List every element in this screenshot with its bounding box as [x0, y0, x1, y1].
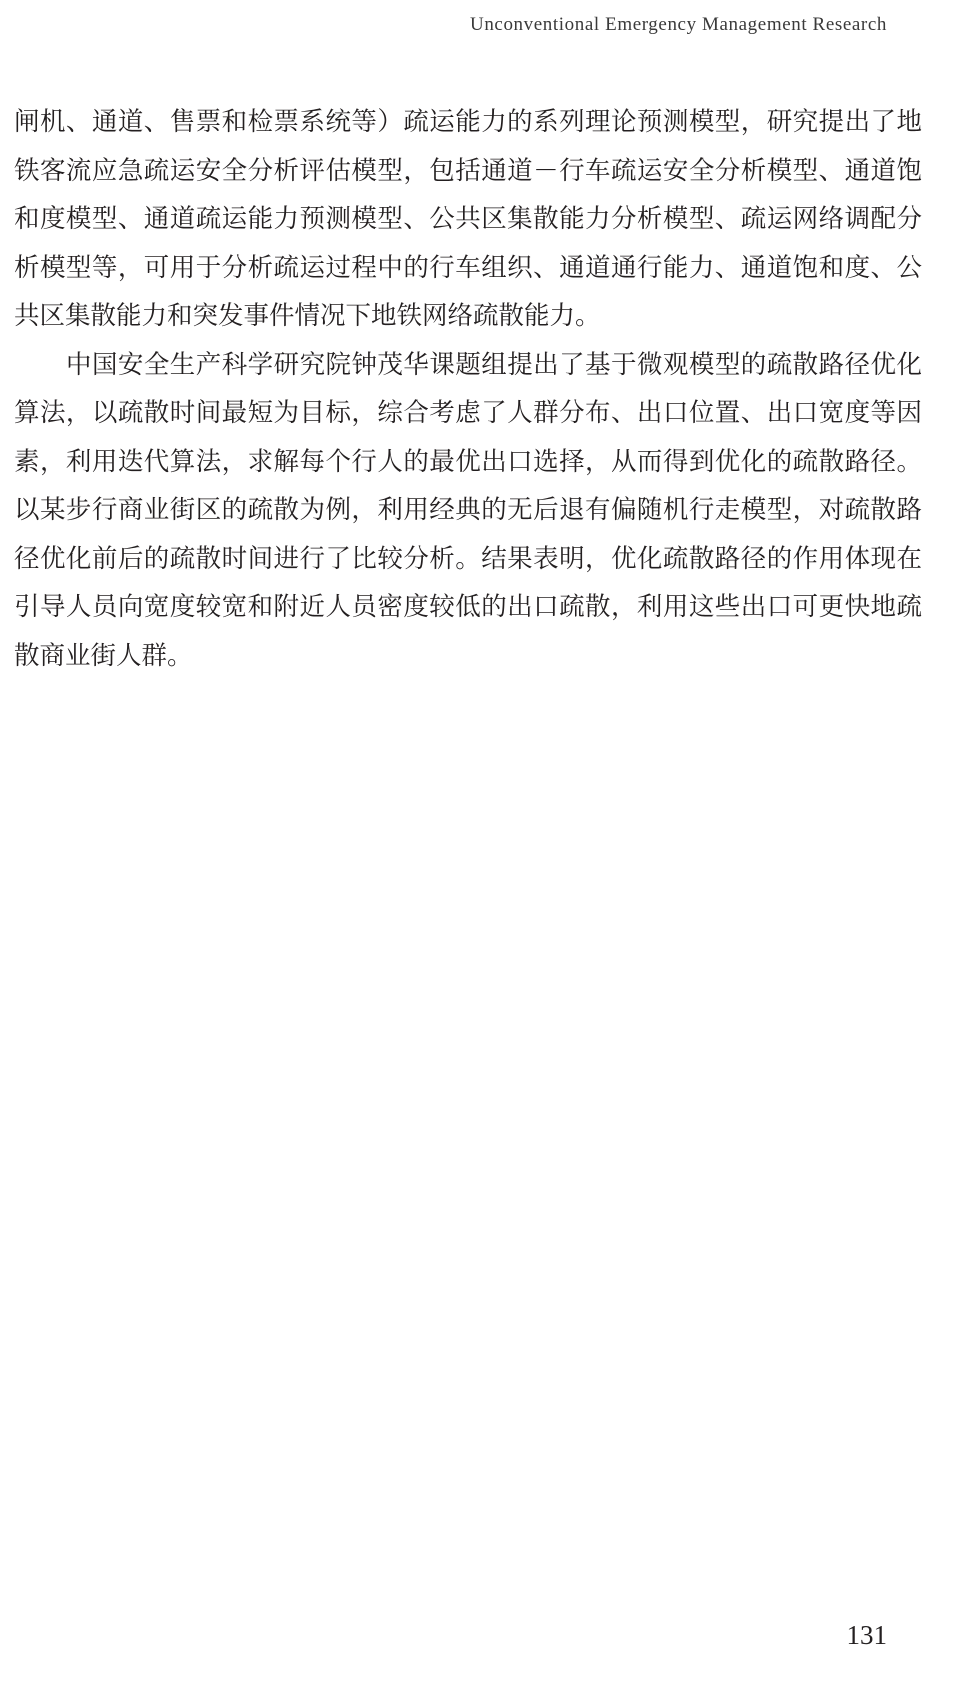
body-text: [14, 98, 922, 680]
running-head: Unconventional Emergency Management Research: [470, 14, 887, 35]
page-number: 131: [846, 1620, 887, 1650]
paragraph: 闸机、通道、售票和检票系统等）疏运能力的系列理论预测模型，研究提出了地铁客流应急疏运安全分析评估模型，包括通道－行车疏运安全分析模型、通道饱和度模型、通道疏运能力预测模型、公共区集散能力分析模型、疏运网络调配分析模型等，可用于分析疏运过程中的行车组织、通道通行能力、通道饱和度、公共区集散能力和突发事件情况下地铁网络疏散能力。: [14, 107, 922, 331]
paragraph: 中国安全生产科学研究院钟茂华课题组提出了基于微观模型的疏散路径优化算法，以疏散时间最短为目标，综合考虑了人群分布、出口位置、出口宽度等因素，利用迭代算法，求解每个行人的最优出口选择，从而得到优化的疏散路径。以某步行商业街区的疏散为例，利用经典的无后退有偏随机行走模型，对疏散路径优化前后的疏散时间进行了比较分析。结果表明，优化疏散路径的作用体现在引导人员向宽度较宽和附近人员密度较低的出口疏散，利用这些出口可更快地疏散商业街人群。: [14, 349, 922, 671]
